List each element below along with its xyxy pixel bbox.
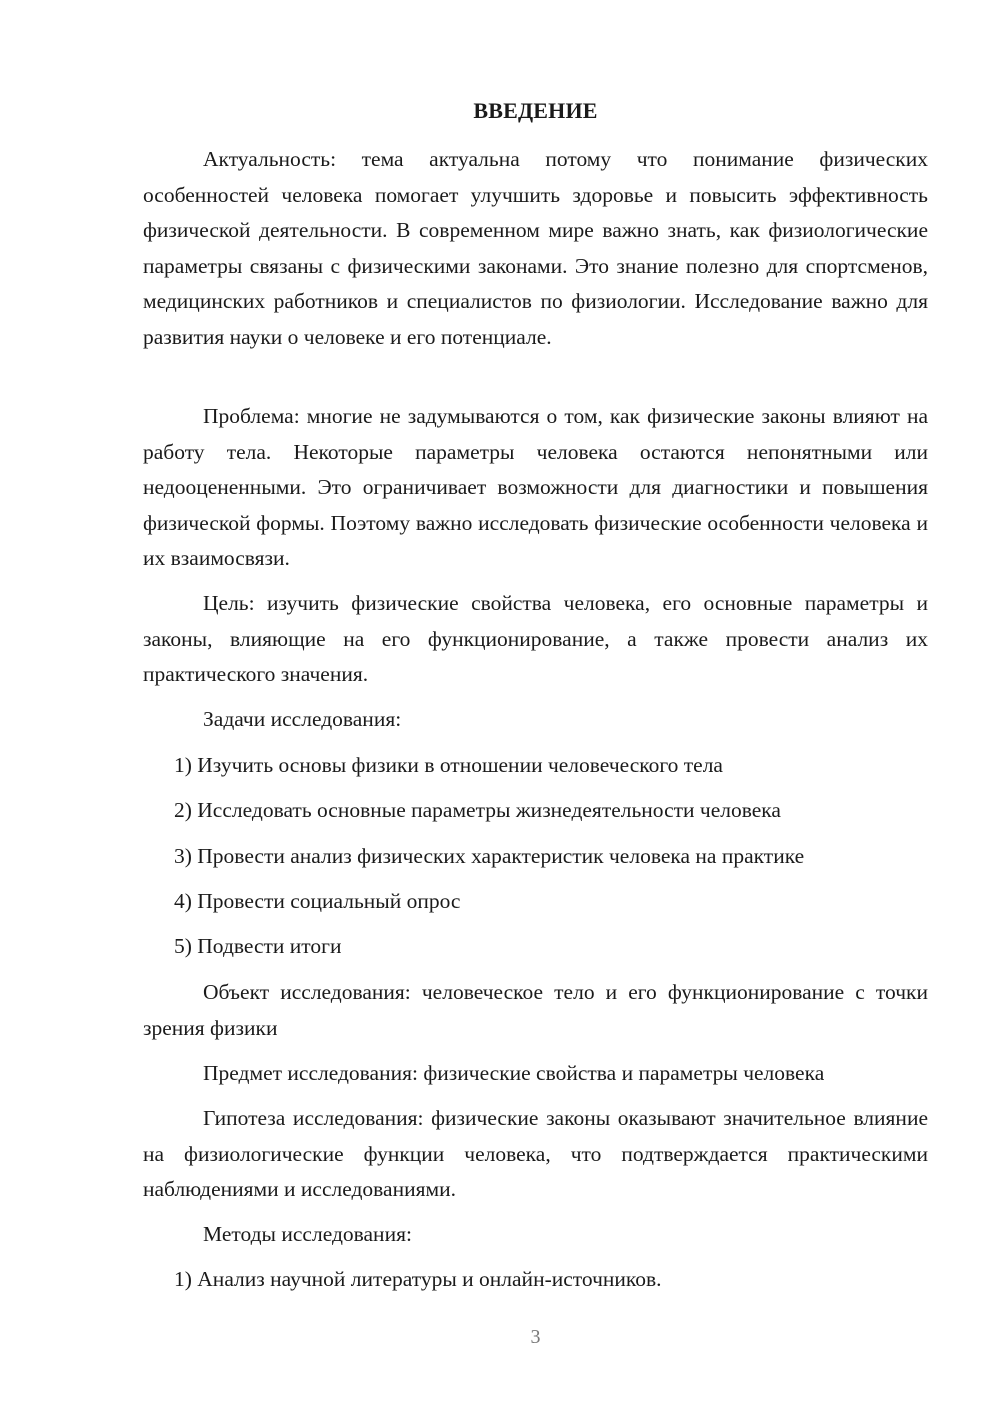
subject-paragraph: Предмет исследования: физические свойства и параметры человека bbox=[203, 1061, 825, 1085]
page-title: ВВЕДЕНИЕ bbox=[473, 98, 598, 123]
hypothesis-paragraph: Гипотеза исследования: физические законы оказывают значительное влияние на физиологические функции человека, что подтверждается практическими наблюдениями и исследованиями. bbox=[143, 1106, 928, 1201]
task-item-3: 3) Провести анализ физических характеристик человека на практике bbox=[174, 844, 805, 868]
relevance-paragraph: Актуальность: тема актуальна потому что понимание физических особенностей человека помогает улучшить здоровье и повысить эффективность физической деятельности. В современном мире важно знать, как физиологические параметры связаны с физическими законами. Это знание полезно для спортсменов, медицинских работников и специалистов по физиологии. Исследование важно для развития науки о человеке и его потенциале. bbox=[143, 147, 928, 349]
task-item-2: 2) Исследовать основные параметры жизнедеятельности человека bbox=[174, 798, 781, 822]
method-item-1: 1) Анализ научной литературы и онлайн-источников. bbox=[174, 1267, 662, 1291]
task-item-1: 1) Изучить основы физики в отношении человеческого тела bbox=[174, 753, 723, 777]
task-item-4: 4) Провести социальный опрос bbox=[174, 889, 461, 913]
task-item-5: 5) Подвести итоги bbox=[174, 934, 342, 958]
methods-heading: Методы исследования: bbox=[203, 1222, 412, 1246]
object-paragraph: Объект исследования: человеческое тело и его функционирование с точки зрения физики bbox=[143, 980, 928, 1040]
problem-paragraph: Проблема: многие не задумываются о том, как физические законы влияют на работу тела. Некоторые параметры человека остаются непонятными или недооцененными. Это ограничивает возможности для диагностики и повышения физической формы. Поэтому важно исследовать физические особенности человека и их взаимосвязи. bbox=[143, 404, 928, 570]
page-number: 3 bbox=[530, 1326, 541, 1348]
goal-paragraph: Цель: изучить физические свойства человека, его основные параметры и законы, влияющие на его функционирование, а также провести анализ их практического значения. bbox=[143, 591, 928, 686]
tasks-heading: Задачи исследования: bbox=[203, 707, 402, 731]
